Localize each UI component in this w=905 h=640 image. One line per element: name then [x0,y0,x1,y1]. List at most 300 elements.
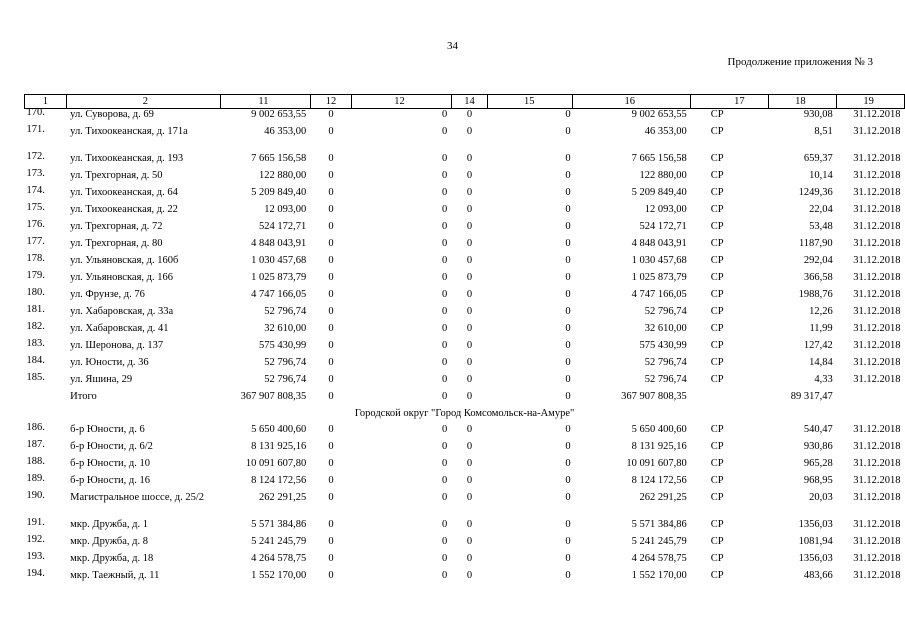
cell-c15: 0 [565,475,571,486]
cell-c17: СР [710,458,724,469]
cell-c16: 524 172,71 [639,221,687,232]
cell-c17: СР [710,238,724,249]
cell-c17: СР [710,272,724,283]
table-row [25,187,905,204]
cell-c15: 0 [565,536,571,547]
total-c16: 367 907 808,35 [621,391,687,402]
cell-c14: 0 [466,441,473,452]
cell-c19: 31.12.2018 [853,570,901,581]
table-row [25,424,905,441]
header-col-16: 16 [573,95,691,109]
cell-c16: 5 209 849,40 [631,187,687,198]
table-row [25,357,905,374]
cell-c14: 0 [466,492,473,503]
cell-c12a: 0 [328,340,334,351]
cell-c12b: 0 [442,323,448,334]
cell-c15: 0 [565,170,571,181]
cell-c12b: 0 [442,289,448,300]
row-number: 192. [26,534,45,545]
cell-c16: 9 002 653,55 [631,109,687,120]
cell-addr: мкр. Таежный, д. 11 [70,570,160,581]
cell-c12b: 0 [442,238,448,249]
table-row [25,492,905,519]
section-row [25,408,905,424]
cell-c12b: 0 [442,357,448,368]
cell-c12b: 0 [442,126,448,137]
cell-addr: б-р Юности, д. 6 [70,424,145,435]
cell-c15: 0 [565,306,571,317]
cell-c18: 965,28 [803,458,833,469]
cell-addr: мкр. Дружба, д. 18 [70,553,154,564]
cell-c14: 0 [466,357,473,368]
cell-c16: 5 650 400,60 [631,424,687,435]
cell-c15: 0 [565,492,571,503]
cell-addr: б-р Юности, д. 16 [70,475,151,486]
cell-c12a: 0 [328,492,334,503]
total-c18: 89 317,47 [790,391,833,402]
table-row [25,204,905,221]
cell-addr: ул. Суворова, д. 69 [70,109,154,120]
cell-c18: 366,58 [803,272,833,283]
cell-c19: 31.12.2018 [853,519,901,530]
cell-c12b: 0 [442,424,448,435]
cell-c12b: 0 [442,255,448,266]
cell-c18: 1081,94 [798,536,833,547]
cell-c15: 0 [565,570,571,581]
cell-c12a: 0 [328,170,334,181]
cell-c11: 5 241 245,79 [251,536,307,547]
cell-c12b: 0 [442,536,448,547]
cell-c14: 0 [466,323,473,334]
cell-addr: б-р Юности, д. 6/2 [70,441,153,452]
cell-c19: 31.12.2018 [853,126,901,137]
row-number: 173. [26,168,45,179]
table-row [25,221,905,238]
cell-c14: 0 [466,221,473,232]
cell-c11: 9 002 653,55 [251,109,307,120]
cell-c18: 4,33 [814,374,833,385]
cell-c14: 0 [466,340,473,351]
cell-c12b: 0 [442,170,448,181]
cell-c17: СР [710,553,724,564]
row-number: 180. [26,287,45,298]
cell-c12a: 0 [328,536,334,547]
cell-c14: 0 [466,272,473,283]
table-row [25,441,905,458]
cell-n [25,492,67,519]
cell-c15: 0 [565,204,571,215]
cell-c17: СР [710,357,724,368]
header-col-17: 17 [691,95,768,109]
cell-c12b: 0 [442,153,448,164]
cell-c12b: 0 [442,306,448,317]
cell-c16: 262 291,25 [639,492,687,503]
cell-c11: 1 552 170,00 [251,570,307,581]
table-header-row [25,95,905,109]
cell-c12b: 0 [442,475,448,486]
row-number: 190. [26,490,45,501]
cell-c12a: 0 [328,570,334,581]
cell-c14: 0 [466,187,473,198]
cell-c12b: 0 [442,519,448,530]
row-number: 176. [26,219,45,230]
row-number: 186. [26,422,45,433]
cell-c12a: 0 [328,306,334,317]
cell-c11: 122 880,00 [258,170,307,181]
cell-c15: 0 [565,238,571,249]
cell-c18: 12,26 [809,306,833,317]
cell-c11: 575 430,99 [258,340,307,351]
header-col-19: 19 [837,95,905,109]
cell-c15: 0 [565,126,571,137]
cell-c14: 0 [466,475,473,486]
total-empty [25,391,67,408]
header-col-12b: 12 [352,95,452,109]
cell-c15: 0 [565,153,571,164]
cell-c17: СР [710,153,724,164]
cell-c17: СР [710,221,724,232]
cell-c19: 31.12.2018 [853,424,901,435]
cell-c12b: 0 [442,221,448,232]
cell-c14: 0 [466,238,473,249]
row-number: 183. [26,338,45,349]
cell-c12b: 0 [442,492,448,503]
cell-c12b: 0 [442,340,448,351]
row-number: 193. [26,551,45,562]
table-row [25,374,905,391]
cell-c18: 292,04 [803,255,833,266]
cell-addr: б-р Юности, д. 10 [70,458,151,469]
cell-c16: 4 264 578,75 [631,553,687,564]
cell-c17: СР [710,306,724,317]
cell-c15: 0 [565,221,571,232]
cell-c14: 0 [466,374,473,385]
cell-c12b: 0 [442,553,448,564]
cell-c19: 31.12.2018 [853,289,901,300]
cell-c14: 0 [466,170,473,181]
cell-c19: 31.12.2018 [853,272,901,283]
cell-n [25,374,67,391]
cell-c19: 31.12.2018 [853,153,901,164]
cell-c16: 52 796,74 [644,306,687,317]
cell-c11: 52 796,74 [264,357,307,368]
row-number: 181. [26,304,45,315]
cell-c16: 1 025 873,79 [631,272,687,283]
row-number: 191. [26,517,45,528]
cell-c14: 0 [466,289,473,300]
cell-addr: ул. Трехгорная, д. 50 [70,170,163,181]
cell-c18: 1249,36 [798,187,833,198]
cell-c17: СР [710,255,724,266]
cell-c16: 8 131 925,16 [631,441,687,452]
table-row [25,458,905,475]
cell-c11: 4 264 578,75 [251,553,307,564]
cell-c12a: 0 [328,323,334,334]
cell-c19: 31.12.2018 [853,374,901,385]
cell-c12a: 0 [328,109,334,120]
cell-addr: ул. Тихоокеанская, д. 22 [70,204,178,215]
cell-c14: 0 [466,126,473,137]
cell-c16: 32 610,00 [644,323,687,334]
cell-c19: 31.12.2018 [853,536,901,547]
cell-addr: мкр. Дружба, д. 1 [70,519,148,530]
cell-c12a: 0 [328,475,334,486]
cell-n [25,126,67,153]
cell-c18: 540,47 [803,424,833,435]
table-row [25,170,905,187]
cell-c12b: 0 [442,374,448,385]
cell-c19: 31.12.2018 [853,109,901,120]
cell-c17: СР [710,570,724,581]
cell-c11: 12 093,00 [264,204,307,215]
cell-c19: 31.12.2018 [853,475,901,486]
table-row [25,289,905,306]
cell-c11: 10 091 607,80 [245,458,307,469]
cell-c14: 0 [466,519,473,530]
cell-c19: 31.12.2018 [853,238,901,249]
cell-addr: ул. Ульяновская, д. 160б [70,255,179,266]
cell-c15: 0 [565,519,571,530]
cell-c18: 968,95 [803,475,833,486]
cell-c17: СР [710,374,724,385]
cell-c18: 53,48 [809,221,833,232]
row-number: 182. [26,321,45,332]
cell-c16: 575 430,99 [639,340,687,351]
cell-c12b: 0 [442,570,448,581]
cell-c12a: 0 [328,238,334,249]
cell-c11: 1 025 873,79 [251,272,307,283]
cell-c12b: 0 [442,441,448,452]
row-number: 178. [26,253,45,264]
cell-c18: 127,42 [803,340,833,351]
row-number: 177. [26,236,45,247]
row-number: 170. [26,107,45,118]
table-row [25,109,905,127]
section-title: Городской округ "Город Комсомольск-на-Амуре" [354,408,575,419]
cell-c12a: 0 [328,357,334,368]
table-row [25,153,905,170]
cell-c11: 1 030 457,68 [251,255,307,266]
cell-addr: ул. Яшина, 29 [70,374,133,385]
cell-c11: 4 848 043,91 [251,238,307,249]
cell-c19: 31.12.2018 [853,458,901,469]
cell-c16: 7 665 156,58 [631,153,687,164]
cell-c18: 1356,03 [798,553,833,564]
cell-c19: 31.12.2018 [853,255,901,266]
cell-c16: 4 747 166,05 [631,289,687,300]
cell-c15: 0 [565,187,571,198]
cell-c11: 8 131 925,16 [251,441,307,452]
cell-c12a: 0 [328,553,334,564]
cell-c15: 0 [565,255,571,266]
cell-addr: ул. Хабаровская, д. 41 [70,323,169,334]
cell-c11: 262 291,25 [258,492,307,503]
row-number: 189. [26,473,45,484]
cell-c18: 11,99 [809,323,833,334]
cell-c15: 0 [565,553,571,564]
cell-c11: 52 796,74 [264,306,307,317]
cell-c14: 0 [466,204,473,215]
cell-c19: 31.12.2018 [853,323,901,334]
cell-addr: ул. Фрунзе, д. 76 [70,289,145,300]
table-row [25,126,905,153]
total-c12b: 0 [442,391,448,402]
cell-c17: СР [710,536,724,547]
cell-c11: 5 650 400,60 [251,424,307,435]
cell-c11: 46 353,00 [264,126,307,137]
row-number: 194. [26,568,45,579]
cell-addr: ул. Трехгорная, д. 80 [70,238,163,249]
cell-c17: СР [710,340,724,351]
table-row [25,475,905,492]
table-row [25,340,905,357]
cell-c17: СР [710,126,724,137]
total-row [25,391,905,408]
cell-c16: 1 030 457,68 [631,255,687,266]
cell-c17: СР [710,323,724,334]
header-col-12a: 12 [310,95,351,109]
cell-c19: 31.12.2018 [853,441,901,452]
header-col-11: 11 [221,95,311,109]
cell-c15: 0 [565,441,571,452]
header-col-15: 15 [488,95,573,109]
row-number: 179. [26,270,45,281]
cell-c14: 0 [466,553,473,564]
cell-c19: 31.12.2018 [853,221,901,232]
header-col-14: 14 [451,95,488,109]
cell-c16: 4 848 043,91 [631,238,687,249]
cell-c18: 14,84 [809,357,833,368]
cell-c11: 52 796,74 [264,374,307,385]
total-c15: 0 [565,391,571,402]
cell-c12a: 0 [328,126,334,137]
register-table [24,94,905,587]
cell-c15: 0 [565,289,571,300]
cell-c16: 52 796,74 [644,374,687,385]
cell-c18: 8,51 [814,126,833,137]
cell-c16: 1 552 170,00 [631,570,687,581]
cell-addr: ул. Ульяновская, д. 166 [70,272,173,283]
row-number: 185. [26,372,45,383]
cell-c12b: 0 [442,272,448,283]
cell-c17: СР [710,441,724,452]
cell-c15: 0 [565,458,571,469]
table-row [25,255,905,272]
cell-c18: 1988,76 [798,289,833,300]
cell-c14: 0 [466,424,473,435]
header-col-2: 2 [66,95,220,109]
cell-c12b: 0 [442,187,448,198]
cell-c16: 5 241 245,79 [631,536,687,547]
cell-c17: СР [710,475,724,486]
cell-addr: ул. Шеронова, д. 137 [70,340,164,351]
cell-c19: 31.12.2018 [853,187,901,198]
cell-c12b: 0 [442,204,448,215]
total-empty [837,391,905,408]
cell-addr: ул. Юности, д. 36 [70,357,149,368]
cell-c17: СР [710,424,724,435]
row-number: 171. [26,124,45,135]
cell-n [25,570,67,587]
cell-addr: Магистральное шоссе, д. 25/2 [70,492,204,503]
cell-c11: 32 610,00 [264,323,307,334]
cell-c19: 31.12.2018 [853,492,901,503]
cell-c18: 1187,90 [798,238,833,249]
cell-c16: 122 880,00 [639,170,687,181]
cell-c12a: 0 [328,374,334,385]
cell-c15: 0 [565,323,571,334]
total-c12a: 0 [328,391,334,402]
cell-c11: 524 172,71 [258,221,307,232]
cell-addr: ул. Трехгорная, д. 72 [70,221,163,232]
table-row [25,570,905,587]
cell-c19: 31.12.2018 [853,306,901,317]
cell-c12a: 0 [328,441,334,452]
table-row [25,238,905,255]
cell-c17: СР [710,109,724,120]
cell-c11: 5 571 384,86 [251,519,307,530]
cell-c17: СР [710,204,724,215]
cell-c15: 0 [565,357,571,368]
cell-c16: 46 353,00 [644,126,687,137]
cell-c12a: 0 [328,187,334,198]
table-row [25,306,905,323]
cell-c18: 22,04 [809,204,833,215]
cell-c12a: 0 [328,204,334,215]
cell-c18: 10,14 [809,170,833,181]
cell-c16: 10 091 607,80 [626,458,687,469]
cell-c19: 31.12.2018 [853,553,901,564]
cell-c12b: 0 [442,109,448,120]
row-number: 187. [26,439,45,450]
cell-c18: 930,08 [803,109,833,120]
total-empty [691,391,768,408]
row-number: 172. [26,151,45,162]
table-row [25,272,905,289]
header-col-1: 1 [25,95,67,109]
appendix-caption: Продолжение приложения № 3 [727,56,873,68]
cell-c17: СР [710,170,724,181]
cell-c12a: 0 [328,272,334,283]
cell-addr: ул. Тихоокеанская, д. 193 [70,153,184,164]
cell-c12a: 0 [328,255,334,266]
cell-c18: 20,03 [809,492,833,503]
cell-c12a: 0 [328,519,334,530]
cell-addr: ул. Тихоокеанская, д. 171а [70,126,188,137]
cell-c11: 5 209 849,40 [251,187,307,198]
row-number: 175. [26,202,45,213]
cell-c11: 7 665 156,58 [251,153,307,164]
cell-addr: ул. Хабаровская, д. 33а [70,306,174,317]
total-c14: 0 [466,391,473,402]
cell-c15: 0 [565,374,571,385]
cell-c14: 0 [466,306,473,317]
cell-c19: 31.12.2018 [853,340,901,351]
cell-c14: 0 [466,153,473,164]
row-number: 174. [26,185,45,196]
cell-c14: 0 [466,109,473,120]
cell-c12a: 0 [328,221,334,232]
total-label: Итого [70,391,97,402]
cell-c14: 0 [466,536,473,547]
cell-c15: 0 [565,340,571,351]
table-row [25,323,905,340]
cell-c14: 0 [466,255,473,266]
cell-c18: 659,37 [803,153,833,164]
cell-c15: 0 [565,109,571,120]
cell-c15: 0 [565,272,571,283]
cell-addr: ул. Тихоокеанская, д. 64 [70,187,178,198]
